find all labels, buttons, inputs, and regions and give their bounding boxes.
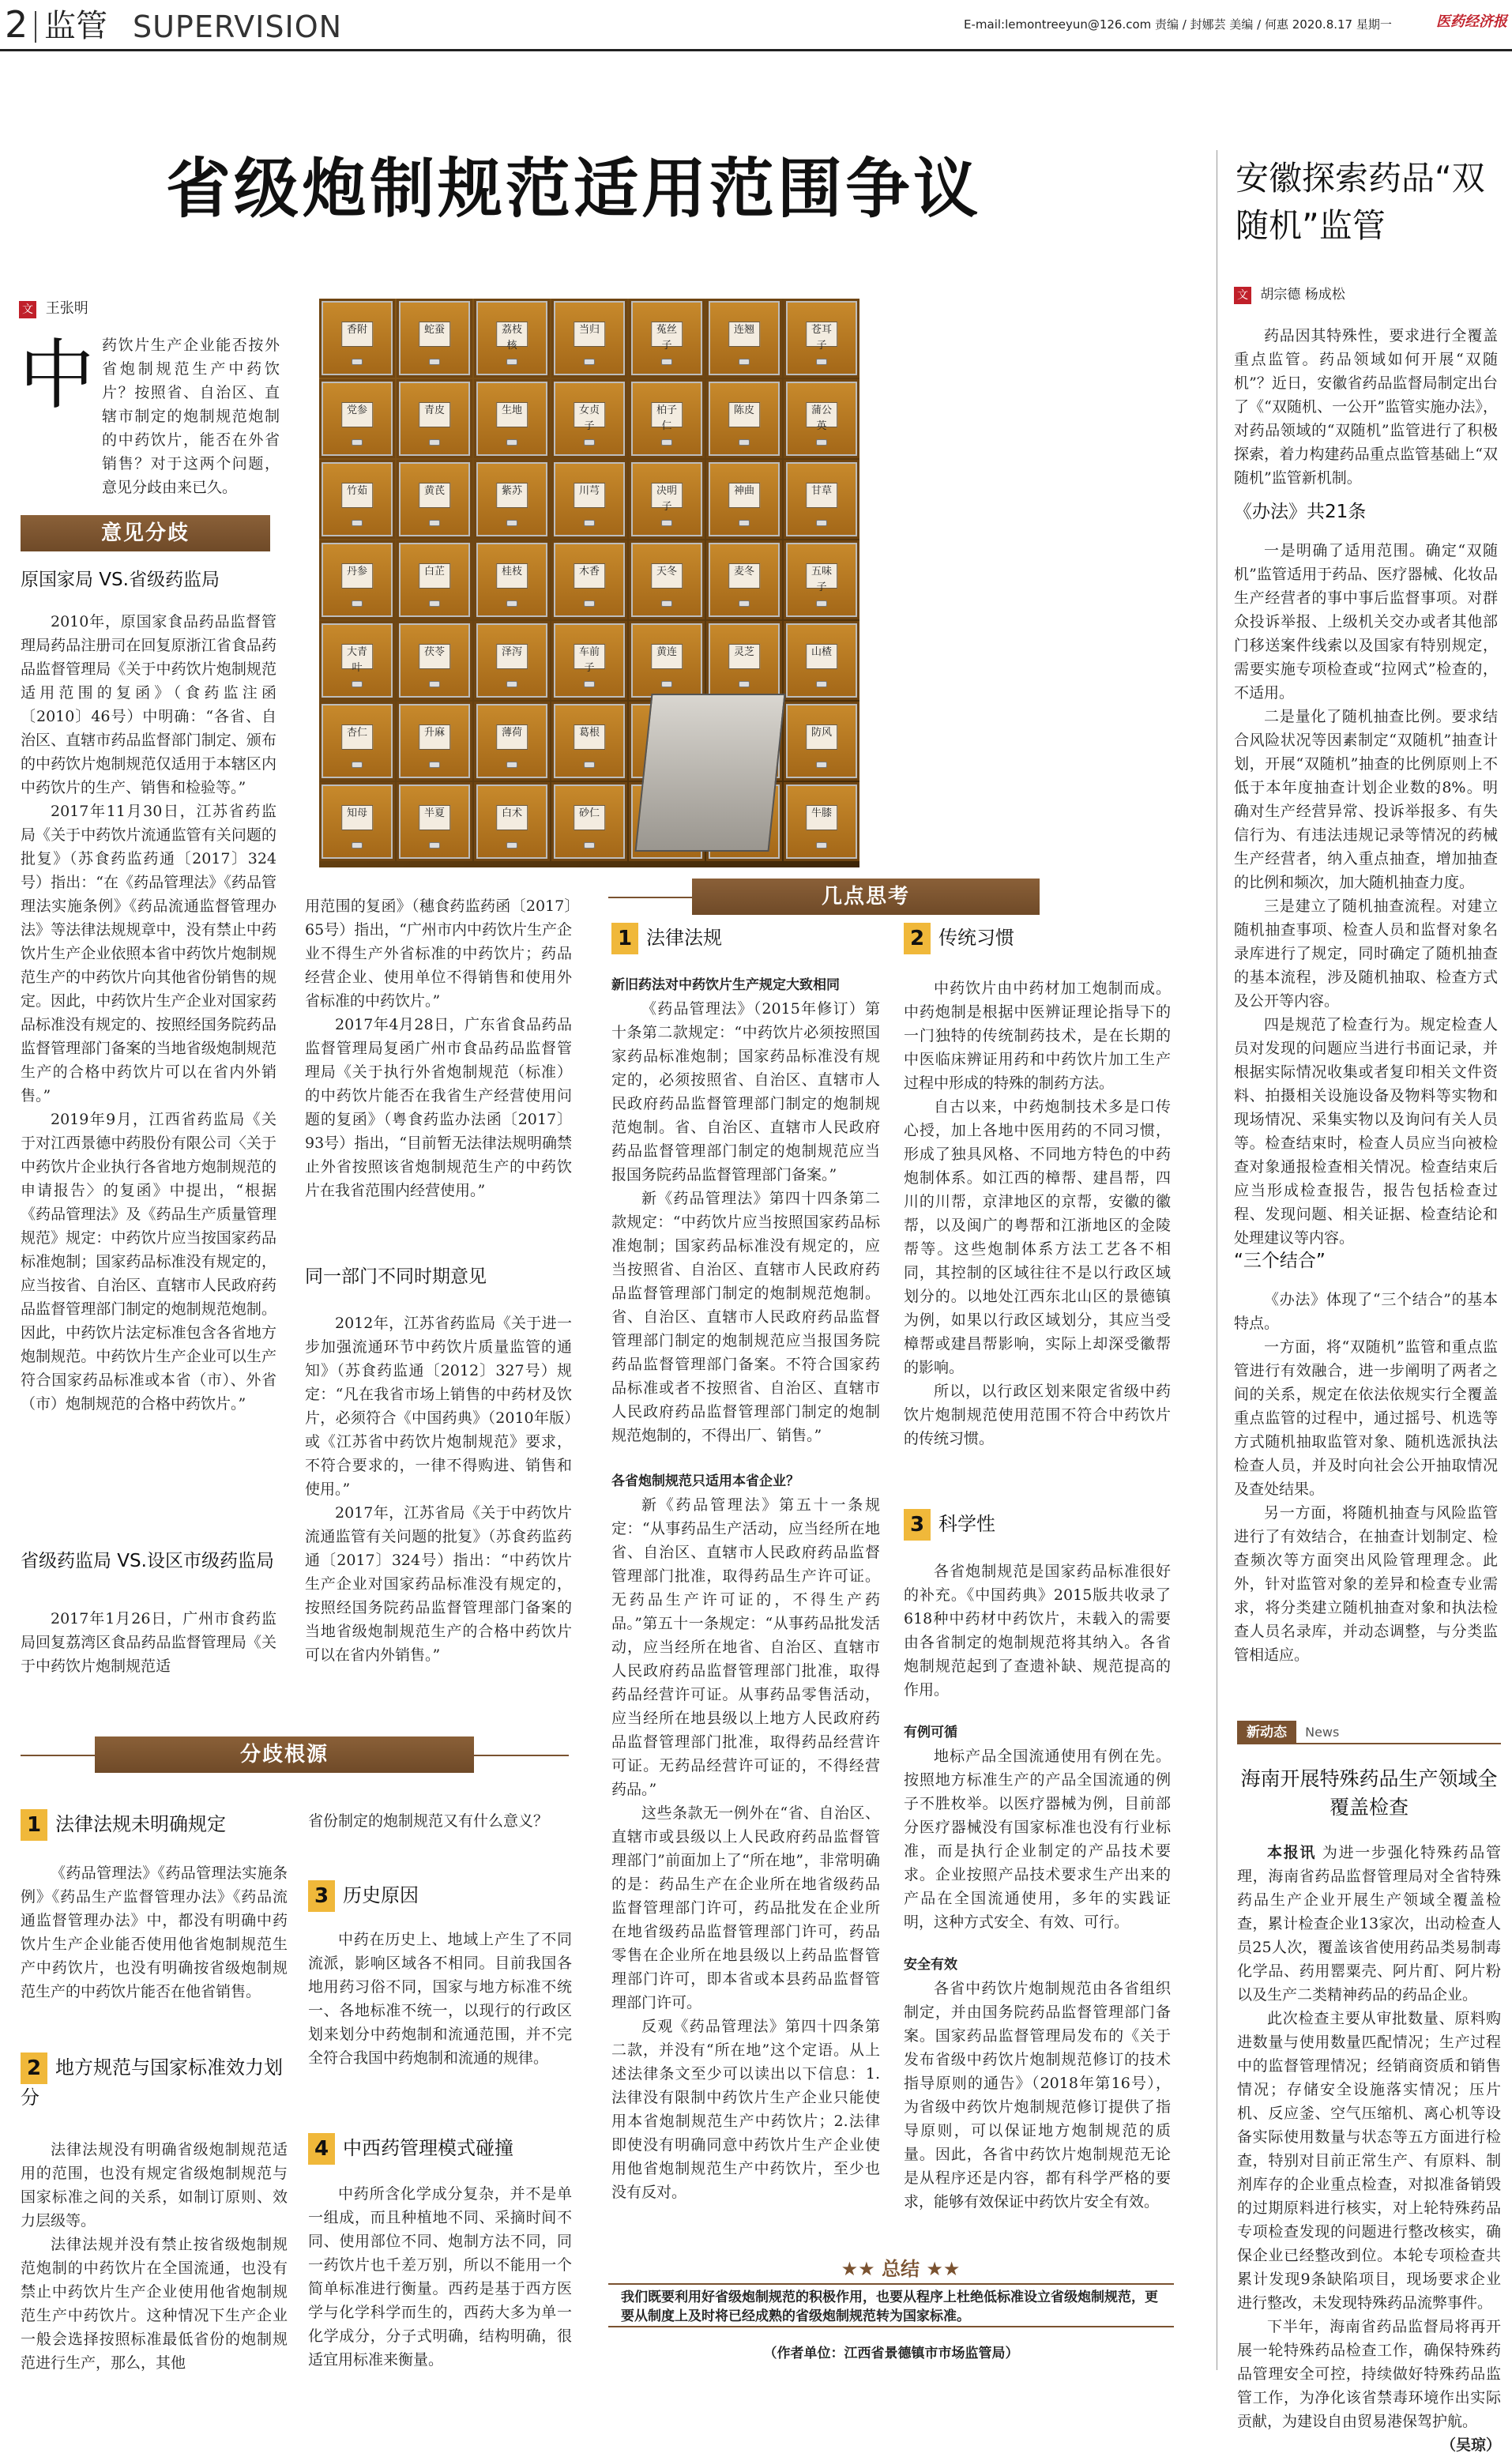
root-sec-1-body	[21, 1861, 288, 2004]
drawer-label: 杏仁	[341, 724, 373, 750]
drawer-label: 丹参	[341, 563, 373, 589]
drawer	[784, 299, 859, 378]
side-subhead-2: “三个结合”	[1234, 1251, 1326, 1271]
paragraph: 四是规范了检查行为。规定检查人员对发现的问题应当进行书面记录，并根据实际情况收集或者复印相关文件资料、拍摄相关设施设备及物料等实物和现场情况、采集实物以及询问有关人员等。检查结束时，检查人员应当向被检查对象通报检查相关情况。检查结束后应当形成检查报告，报告包括检查过程、发现问题、相关证据、检查结论和处理建议等内容。	[1234, 1016, 1498, 1247]
left-col2-body-b	[305, 1311, 572, 1667]
drawer-knob	[352, 681, 363, 687]
side-body-2	[1234, 1288, 1498, 1667]
drawer-label: 甘草	[806, 483, 837, 508]
drawer-label: 薄荷	[496, 724, 528, 750]
drawer-label: 蒲公英	[806, 402, 837, 427]
thought-sec-2-title: 传统习惯	[938, 927, 1014, 949]
thought-sec-3	[904, 1509, 1172, 1541]
news-byline: （吴琼）	[1440, 2436, 1501, 2454]
drawer-knob	[429, 439, 440, 446]
paragraph: 新《药品管理法》第四十四条第二款规定：“中药饮片应当按照国家药品标准炮制；国家药品标准没有规定的，应当按照省、自治区、直辖市人民政府药品监督管理部门制定的炮制规范炮制。省、自治区、直辖市人民政府药品监督管理部门制定的炮制规范应当报国务院药品监督管理部门备案。不符合国家药品标准或者不按照省、自治区、直辖市人民政府药品监督管理部门制定的炮制规范炮制的，不得出厂、销售。”	[611, 1190, 880, 1444]
paragraph	[1237, 2315, 1501, 2454]
drawer	[397, 379, 472, 458]
drawer	[474, 702, 550, 781]
thought-sec-2-body	[904, 976, 1171, 1450]
drawer-knob	[429, 359, 440, 365]
drawer-knob	[816, 681, 827, 687]
drawer-knob	[352, 600, 363, 607]
drawer-knob	[429, 681, 440, 687]
badge-3: 3	[904, 1509, 931, 1541]
root-sec-3-title: 历史原因	[343, 1884, 419, 1906]
badge-2: 2	[21, 2053, 47, 2084]
drawer-knob	[584, 439, 595, 446]
drawer-knob	[661, 600, 672, 607]
thought-sec-3-body	[904, 1560, 1171, 2214]
drawer-knob	[739, 359, 750, 365]
lead-text: 药饮片生产企业能否按外省炮制规范生产中药饮片？按照省、自治区、直辖市制定的炮制规范炮制的中药饮片，能否在外省销售？对于这两个问题，意见分歧由来已久。	[102, 337, 280, 496]
drawer	[474, 782, 550, 861]
paragraph: 各省中药饮片炮制规范由各省组织制定，并由国务院药品监督管理部门备案。国家药品监督管理局发布的《关于发布省级中药饮片炮制规范修订的技术指导原则的通告》（2018年第16号），为省级中药饮片炮制规范修订提供了指导原则，可以保证地方炮制规范的质量。因此，各省中药饮片炮制规范无论是从程序还是内容，都有科学严格的要求，能够有效保证中药饮片安全有效。	[904, 1980, 1171, 2211]
drawer-label: 荔枝核	[496, 322, 528, 347]
drawer-knob	[816, 359, 827, 365]
side-body-1	[1234, 539, 1498, 1250]
drawer	[551, 782, 627, 861]
drawer-knob	[506, 439, 517, 446]
news-text: 为进一步强化特殊药品管理，海南省药品监督管理局对全省特殊药品生产企业开展生产领域全覆盖检查，累计检查企业13家次，出动检查人员25人次，覆盖该省使用药品类易制毒化学品、药用罂粟壳、阿片酊、阿片粉以及生产二类精神药品的药品企业。	[1237, 1844, 1501, 2004]
drawer	[706, 540, 782, 619]
side-intro	[1234, 324, 1498, 490]
side-author-line	[1234, 283, 1345, 304]
drawer-knob	[506, 600, 517, 607]
drawer-knob	[584, 681, 595, 687]
drawer-label: 决明子	[651, 483, 683, 508]
drawer	[784, 379, 859, 458]
drawer-label: 知母	[341, 805, 373, 830]
drawer-knob	[352, 842, 363, 848]
drawer-label: 生地	[496, 402, 528, 427]
paragraph: 各省炮制规范是国家药品标准很好的补充。《中国药典》2015版共收录了618种中药材中药饮片，未载入的需要由各省制定的炮制规范将其纳入。各省炮制规范起到了查遗补缺、规范提高的作用。	[904, 1563, 1171, 1699]
drawer-label: 葛根	[574, 724, 605, 750]
drawer	[629, 540, 705, 619]
drawer	[629, 460, 705, 539]
drawer-label: 女贞子	[574, 402, 605, 427]
thought-sec-1-title: 法律法规	[646, 927, 722, 949]
drawer	[551, 540, 627, 619]
drawer-knob	[506, 359, 517, 365]
open-drawer	[634, 694, 785, 852]
news-tag-label: 新动态	[1237, 1721, 1296, 1744]
paragraph: 《办法》体现了“三个结合”的基本特点。	[1234, 1291, 1498, 1332]
paragraph: 反观《药品管理法》第四十四条第二款，并没有“所在地”这个定语。从上述法律条文至少可以读出以下信息：1.法律没有限制中药饮片生产企业只能使用本省炮制规范生产中药饮片；2.法律即使没有明确同意中药饮片生产企业使用他省炮制规范生产中药饮片，至少也没有反对。	[611, 2018, 880, 2201]
main-title: 省级炮制规范适用范围争议	[166, 152, 982, 227]
root-sec-2-cont	[308, 1809, 572, 1833]
drawer-knob	[739, 439, 750, 446]
drawer-knob	[816, 762, 827, 768]
drawer	[706, 621, 782, 700]
drawer-label: 泽泻	[496, 644, 528, 669]
header-divider	[35, 11, 36, 43]
drawer	[319, 702, 395, 781]
drawer-label: 大青叶	[341, 644, 373, 669]
badge-3: 3	[308, 1880, 335, 1912]
drawer-knob	[816, 842, 827, 848]
drawer-label: 茯苓	[419, 644, 450, 669]
drawer	[397, 782, 472, 861]
drawer	[706, 460, 782, 539]
paragraph: 一方面，将“双随机”监管和重点监管进行有效融合，进一步阐明了两者之间的关系，规定在依法依规实行全覆盖重点监管的过程中，通过摇号、机选等方式随机抽取监管对象、随机选派执法检查人员，并及时向社会公开抽取情况及查处结果。	[1234, 1338, 1498, 1498]
drawer	[474, 460, 550, 539]
drawer-knob	[352, 762, 363, 768]
drawer-label: 半夏	[419, 805, 450, 830]
page-number: 2	[5, 3, 28, 46]
drawer	[551, 299, 627, 378]
drawer-label: 黄连	[651, 644, 683, 669]
paragraph: 2017年1月26日，广州市食药监局回复荔湾区食品药品监督管理局《关于中药饮片炮制规范适	[21, 1610, 276, 1675]
drawer-label: 川芎	[574, 483, 605, 508]
drawer-label: 桂枝	[496, 563, 528, 589]
drawer	[784, 460, 859, 539]
drawer-label: 苍耳子	[806, 322, 837, 347]
drawer-knob	[352, 520, 363, 526]
paragraph	[1237, 1841, 1501, 2007]
drawer	[319, 540, 395, 619]
article-byline: （作者单位：江西省景德镇市市场监管局）	[763, 2346, 1019, 2361]
drawer-label: 柏子仁	[651, 402, 683, 427]
drawer-knob	[584, 762, 595, 768]
badge-2: 2	[904, 923, 931, 954]
drawer	[551, 702, 627, 781]
brand-logo: 医药经济报	[1436, 13, 1507, 30]
drawer-knob	[429, 762, 440, 768]
subhead: 有例可循	[904, 1725, 957, 1740]
thought-sec-3-title: 科学性	[938, 1513, 995, 1535]
drawer	[784, 540, 859, 619]
news-lead: 本报讯	[1267, 1844, 1317, 1861]
drawer-label: 青皮	[419, 402, 450, 427]
drawer-knob	[661, 439, 672, 446]
drawer	[397, 460, 472, 539]
drawer-knob	[429, 842, 440, 848]
drawer-label: 防风	[806, 724, 837, 750]
side-author: 胡宗德 杨成松	[1260, 287, 1345, 303]
drawer-label: 五味子	[806, 563, 837, 589]
author-tag: 文	[1234, 287, 1251, 304]
drawer-label: 黄芪	[419, 483, 450, 508]
drawer	[474, 299, 550, 378]
drawer-label: 菟丝子	[651, 322, 683, 347]
section-name: 监管	[44, 8, 107, 44]
thought-sec-2	[904, 923, 1172, 954]
drawer-label: 蛇蚕	[419, 322, 450, 347]
summary-title: 总结	[882, 2258, 920, 2280]
subhead: 各省炮制规范只适用本省企业？	[611, 1473, 799, 1489]
root-sec-2-title: 地方规范与国家标准效力划分	[21, 2056, 283, 2109]
paragraph: 另一方面，将随机抽查与风险监管进行了有效结合，在抽查计划制定、检查频次等方面突出风险管理理念。此外，针对监管对象的差异和检查专业需求，将分类建立随机抽查对象和执法检查人员名录库，并动态调整，与分类监管相适应。	[1234, 1504, 1498, 1664]
root-sec-3-body	[308, 1928, 572, 2070]
drawer-knob	[661, 520, 672, 526]
section-banner-disagreements: 意见分歧	[21, 515, 270, 551]
drawer-label: 党参	[341, 402, 373, 427]
thought-sec-1	[611, 923, 880, 954]
subhead-2: 省级药监局 VS.设区市级药监局	[21, 1551, 274, 1571]
thought-sec-1-body	[611, 973, 880, 2204]
news-tag	[1237, 1721, 1501, 1744]
drawer	[706, 299, 782, 378]
drawer-label: 白芷	[419, 563, 450, 589]
drawer-label: 砂仁	[574, 805, 605, 830]
summary-text: 我们既要利用好省级炮制规范的积极作用，也要从程序上杜绝低标准设立省级炮制规范，更要从制度上及时将已经成熟的省级炮制规范转为国家标准。	[621, 2290, 1158, 2324]
paragraph: 2017年4月28日，广东省食品药品监督管理局复函广州市食品药品监督管理局《关于执行外省炮制规范（标准）的中药饮片能否在我省生产经营使用问题的复函》（粤食药监办法函〔2017〕93号）指出，“目前暂无法律法规明确禁止外省按照该省炮制规范生产的中药饮片在我省范围内经营使用。”	[305, 1016, 572, 1199]
paragraph: 中药饮片由中药材加工炮制而成。中药炮制是根据中医辨证理论指导下的一门独特的传统制药技术，是在长期的中医临床辨证用药和中药饮片加工生产过程中形成的特殊的制药方法。	[904, 980, 1171, 1092]
thoughts-rule	[608, 897, 692, 898]
subhead-1: 原国家局 VS.省级药监局	[21, 570, 220, 590]
paragraph: 《药品管理法》《药品管理法实施条例》《药品生产监督管理办法》《药品流通监督管理办法》中，都没有明确中药饮片生产企业能否使用他省炮制规范生产中药饮片，也没有明确按省级炮制规范生产的中药饮片能否在他省销售。	[21, 1864, 288, 2000]
drawer-label: 陈皮	[728, 402, 760, 427]
drawer-knob	[739, 681, 750, 687]
drawer-knob	[584, 359, 595, 365]
paragraph: 二是量化了随机抽查比例。要求结合风险状况等因素制定“双随机”抽查计划，开展“双随机”抽查的比例原则上不低于本年度抽查计划企业数的8%。明确对生产经营异常、投诉举报多、有失信行为、有违法违规记录等情况的药械生产经营者，纳入重点抽查，增加抽查的比例和频次，加大随机抽查力度。	[1234, 708, 1498, 891]
drawer	[319, 379, 395, 458]
star-icon: ★★	[841, 2258, 882, 2280]
paragraph: 2010年，原国家食品药品监督管理局药品注册司在回复原浙江省食品药品监督管理局《关于中药饮片炮制规范适用范围的复函》（食药监注函〔2010〕46号）中明确：“各省、自治区、直辖市药品监督部门制定、颁布的中药饮片炮制规范仅适用于本辖区内中药饮片的生产、销售和检验等。”	[21, 613, 276, 796]
section-banner-thoughts: 几点思考	[692, 879, 1040, 915]
drawer-knob	[739, 520, 750, 526]
drawer-knob	[739, 600, 750, 607]
drawer-label: 灵芝	[728, 644, 760, 669]
paragraph: 法律法规并没有禁止按省级炮制规范炮制的中药饮片在全国流通，也没有禁止中药饮片生产企业使用他省炮制规范生产中药饮片。这种情况下生产企业一般会选择按照标准最低省份的炮制规范进行生产，那么，其他	[21, 2236, 288, 2372]
drawer	[551, 621, 627, 700]
cabinet-drawers	[319, 299, 859, 867]
drawer	[397, 299, 472, 378]
author-name: 王张明	[45, 300, 88, 317]
root-sec-2	[21, 2053, 289, 2111]
badge-4: 4	[308, 2133, 335, 2165]
paragraph: 一是明确了适用范围。确定“双随机”监管适用于药品、医疗器械、化妆品生产经营者的事中事后监督事项。对群众投诉举报、上级机关交办或者其他部门移送案件线索以及国家有特别规定，需要实施专项检查或“拉网式”检查的，不适用。	[1234, 542, 1498, 702]
drawer-knob	[816, 600, 827, 607]
paragraph: 新《药品管理法》第五十一条规定：“从事药品生产活动，应当经所在地省、自治区、直辖市人民政府药品监督管理部门批准，取得药品生产许可证。无药品生产许可证的，不得生产药品。”第五十一条规定：“从事药品批发活动，应当经所在地省、自治区、直辖市人民政府药品监督管理部门批准，取得药品经营许可证。从事药品零售活动，应当经所在地县级以上地方人民政府药品监督管理部门批准，取得药品经营许可证。无药品经营许可证的，不得经营药品。”	[611, 1496, 880, 1798]
star-icon: ★★	[920, 2258, 961, 2280]
drawer-label: 麦冬	[728, 563, 760, 589]
paragraph: 地标产品全国流通使用有例在先。按照地方标准生产的产品全国流通的例子不胜枚举。以医疗器械为例，目前部分医疗器械没有国家标准也没有行业标准，而是执行企业制定的产品技术要求。企业按照产品技术要求生产出来的产品在全国流通使用，多年的实践证明，这种方式安全、有效、可行。	[904, 1748, 1171, 1931]
drawer-knob	[816, 439, 827, 446]
paragraph: 2017年，江苏省局《关于中药饮片流通监管有关问题的批复》（苏食药监药通〔2017〕324号）指出：“中药饮片生产企业对国家药品标准没有规定的，按照经国务院药品监督管理部门备案的当地省级炮制规范生产的合格中药饮片可以在省内外销售。”	[305, 1504, 572, 1664]
author-line	[19, 297, 88, 318]
drawer-knob	[429, 600, 440, 607]
drawer-label: 当归	[574, 322, 605, 347]
drawer-label: 竹茹	[341, 483, 373, 508]
drawer-knob	[352, 439, 363, 446]
root-sec-1	[21, 1809, 289, 1841]
drawer-label: 神曲	[728, 483, 760, 508]
drawer-knob	[816, 520, 827, 526]
subhead: 新旧药法对中药饮片生产规定大致相同	[611, 977, 840, 993]
drawer-knob	[661, 359, 672, 365]
drawer-label: 天冬	[651, 563, 683, 589]
paragraph: 三是建立了随机抽查流程。对建立随机抽查事项、检查人员和监督对象名录库进行了规定，同时确定了随机抽查的基本流程，涉及随机抽取、检查方式及公开等内容。	[1234, 897, 1498, 1010]
drawer-label: 牛膝	[806, 805, 837, 830]
drawer	[397, 540, 472, 619]
drawer	[551, 460, 627, 539]
section-name-en: SUPERVISION	[133, 9, 343, 44]
drawer-knob	[584, 842, 595, 848]
drawer	[629, 299, 705, 378]
paragraph: 药品因其特殊性，要求进行全覆盖重点监管。药品领域如何开展“双随机”？近日，安徽省药品监督局制定出台了《“双随机、一公开”监管实施办法》，对药品领域的“双随机”监管进行了积极探索，着力构建药品重点监管基础上“双随机”监管新机制。	[1234, 327, 1498, 487]
paragraph: 这些条款无一例外在“省、自治区、直辖市或县级以上人民政府药品监督管理部门”前面加上了“所在地”，非常明确的是：药品生产在企业所在地省级药品监督管理部门许可，药品批发在企业所在地省级药品监督管理部门许可，药品零售在企业所在地县级以上药品监督管理部门许可，即本省或本县药品监督管理部门许可。	[611, 1804, 880, 2011]
header-meta: E-mail:lemontreeyun@126.com 责编 / 封娜芸 美编 / 何惠 2020.8.17 星期一	[964, 17, 1392, 32]
lead-paragraph	[19, 333, 280, 499]
paragraph: 中药所含化学成分复杂，并不是单一组成，而且种植地不同、采摘时间不同、使用部位不同、炮制方法不同，同一药饮片也千差万别，所以不能用一个简单标准进行衡量。西药是基于西方医学与化学科学而生的，西药大多为单一化学成分，分子式明确，结构明确，很适宜用标准来衡量。	[308, 2185, 572, 2369]
left-col1-body	[21, 610, 276, 1416]
news-tag-en: News	[1305, 1725, 1340, 1740]
drawer	[319, 460, 395, 539]
drawer	[397, 702, 472, 781]
author-tag: 文	[19, 301, 36, 318]
drawer-knob	[661, 681, 672, 687]
paragraph: 省份制定的炮制规范又有什么意义？	[308, 1812, 549, 1830]
drawer	[784, 782, 859, 861]
drawer-label: 山楂	[806, 644, 837, 669]
drawer-knob	[429, 520, 440, 526]
drawer-label: 白术	[496, 805, 528, 830]
drawer	[474, 379, 550, 458]
news-body	[1237, 1841, 1501, 2457]
root-sec-2-body	[21, 2138, 288, 2375]
summary-label	[790, 2253, 1011, 2281]
paragraph: 法律法规没有明确省级炮制规范适用的范围，也没有规定省级炮制规范与国家标准之间的关系，如制订原则、效力层级等。	[21, 2141, 288, 2229]
drawer-label: 紫苏	[496, 483, 528, 508]
header-rule	[0, 49, 1512, 51]
paragraph: 自古以来，中药炮制技术多是口传心授，加上各地中医用药的不同习惯，形成了独具风格、不同地方特色的中药炮制体系。如江西的樟帮、建昌帮，四川的川帮，京津地区的京帮，安徽的徽帮，以及闽广的粤帮和江浙地区的金陵帮等。这些炮制体系方法工艺各不相同，其控制的区域往往不是以行政区域划分的。以地处江西东北山区的景德镇为例，如果以行政区域划分，其应当受樟帮或建昌帮影响，实际上却深受徽帮的影响。	[904, 1098, 1171, 1376]
paragraph: 2017年11月30日，江苏省药监局《关于中药饮片流通监管有关问题的批复》（苏食药监药通〔2017〕324号）指出：“在《药品管理法》《药品管理法实施条例》《药品流通监督管理办法》等法律法规规章中，没有禁止中药饮片生产企业依照本省中药饮片炮制规范生产的中药饮片向其他省份销售的规定。因此，中药饮片生产企业对国家药品标准没有规定的、按照经国务院药品监督管理部门备案的当地省级炮制规范生产的合格中药饮片可以在省内外销售。”	[21, 803, 276, 1104]
root-sec-1-title: 法律法规未明确规定	[55, 1813, 226, 1835]
drawer-knob	[584, 520, 595, 526]
paragraph: 《药品管理法》（2015年修订）第十条第二款规定：“中药饮片必须按照国家药品标准炮制；国家药品标准没有规定的，必须按照省、自治区、直辖市人民政府药品监督管理部门制定的炮制规范炮制。省、自治区、直辖市人民政府药品监督管理部门制定的炮制规范应当报国务院药品监督管理部门备案。”	[611, 1000, 880, 1183]
drawer-label: 香附	[341, 322, 373, 347]
drawer-label: 车前子	[574, 644, 605, 669]
drawer	[319, 299, 395, 378]
subhead: 安全有效	[904, 1957, 957, 1973]
drawer	[474, 621, 550, 700]
roots-rule-right	[474, 1755, 569, 1756]
paragraph: 2012年，江苏省药监局《关于进一步加强流通环节中药饮片质量监管的通知》（苏食药监通〔2012〕327号）规定：“凡在我省市场上销售的中药材及饮片，必须符合《中国药典》（2010年版）或《江苏省中药饮片炮制规范》要求，不符合要求的，一律不得购进、销售和使用。”	[305, 1315, 572, 1498]
drawer	[474, 540, 550, 619]
paragraph: 此次检查主要从审批数量、原料购进数量与使用数量匹配情况；生产过程中的监督管理情况；经销商资质和销售情况；存储安全设施落实情况；压片机、反应釜、空气压缩机、离心机等设备实际使用数量与状态等五方面进行检查，特别对目前正常生产、有原料、制剂库存的企业重点检查，对拟准备销毁的过期原料进行核实，对上轮特殊药品专项检查发现的问题进行整改核实，确保企业已经整改到位。本轮专项检查共累计发现9条缺陷项目，现场要求企业进行整改，未发现特殊药品流弊事件。	[1237, 2010, 1501, 2312]
paragraph: 中药在历史上、地域上产生了不同流派，影响区域各不相同。目前我国各地用药习俗不同，国家与地方标准不统一、各地标准不统一，以现行的行政区划来划分中药炮制和流通范围，并不完全符合我国中药炮制和流通的规律。	[308, 1931, 572, 2067]
drawer-knob	[506, 520, 517, 526]
drawer-label: 木香	[574, 563, 605, 589]
left-col1-tail	[21, 1607, 276, 1678]
drawer-label: 连翘	[728, 322, 760, 347]
paragraph: 2019年9月，江西省药监局《关于对江西景德中药股份有限公司〈关于中药饮片企业执行各省地方炮制规范的申请报告〉的复函》中提出，“根据《药品管理法》及《药品生产质量管理规范》规定：中药饮片应当按国家药品标准炮制；国家药品标准没有规定的，应当按省、自治区、直辖市人民政府药品监督管理部门制定的炮制规范炮制。因此，中药饮片法定标准包含各省地方炮制规范。中药饮片生产企业可以生产符合国家药品标准或本省（市）、外省（市）炮制规范的合格中药饮片。”	[21, 1111, 276, 1413]
left-col2-body	[305, 894, 572, 1202]
herbal-cabinet-photo	[319, 299, 859, 867]
side-title: 安徽探索药品“双随机”监管	[1236, 159, 1485, 245]
drop-cap: 中	[19, 331, 95, 420]
paragraph: 所以，以行政区划来限定省级中药饮片炮制规范使用范围不符合中药饮片的传统习惯。	[904, 1383, 1171, 1447]
root-sec-4	[308, 2133, 572, 2165]
drawer	[551, 379, 627, 458]
drawer	[629, 379, 705, 458]
root-sec-4-title: 中西药管理模式碰撞	[343, 2137, 513, 2159]
subhead-3: 同一部门不同时期意见	[305, 1266, 487, 1287]
drawer	[629, 621, 705, 700]
paragraph: 用范围的复函》（穗食药监药函〔2017〕65号）指出，“广州市内中药饮片生产企业不得生产外省标准的中药饮片；药品经营企业、使用单位不得销售和使用外省标准的中药饮片。”	[305, 897, 572, 1010]
roots-rule	[21, 1755, 95, 1756]
badge-1: 1	[611, 923, 638, 954]
drawer-knob	[506, 842, 517, 848]
side-subhead-1: 《办法》共21条	[1234, 502, 1367, 522]
section-banner-roots: 分歧根源	[95, 1736, 474, 1773]
drawer-knob	[506, 762, 517, 768]
drawer	[784, 621, 859, 700]
badge-1: 1	[21, 1809, 47, 1841]
drawer-knob	[584, 600, 595, 607]
news-text: 下半年，海南省药品监督局将再开展一轮特殊药品检查工作，确保特殊药品管理安全可控，持续做好特殊药品监管工作，为净化该省禁毒环境作出实际贡献，为建设自由贸易港保驾护航。	[1237, 2318, 1501, 2430]
root-sec-4-body	[308, 2182, 572, 2372]
drawer	[706, 379, 782, 458]
drawer-knob	[506, 681, 517, 687]
root-sec-3	[308, 1880, 572, 1912]
news-title: 海南开展特殊药品生产领域全覆盖检查	[1240, 1767, 1498, 1819]
drawer	[784, 702, 859, 781]
drawer	[319, 782, 395, 861]
drawer-label: 升麻	[419, 724, 450, 750]
drawer	[397, 621, 472, 700]
drawer-knob	[352, 359, 363, 365]
drawer	[319, 621, 395, 700]
